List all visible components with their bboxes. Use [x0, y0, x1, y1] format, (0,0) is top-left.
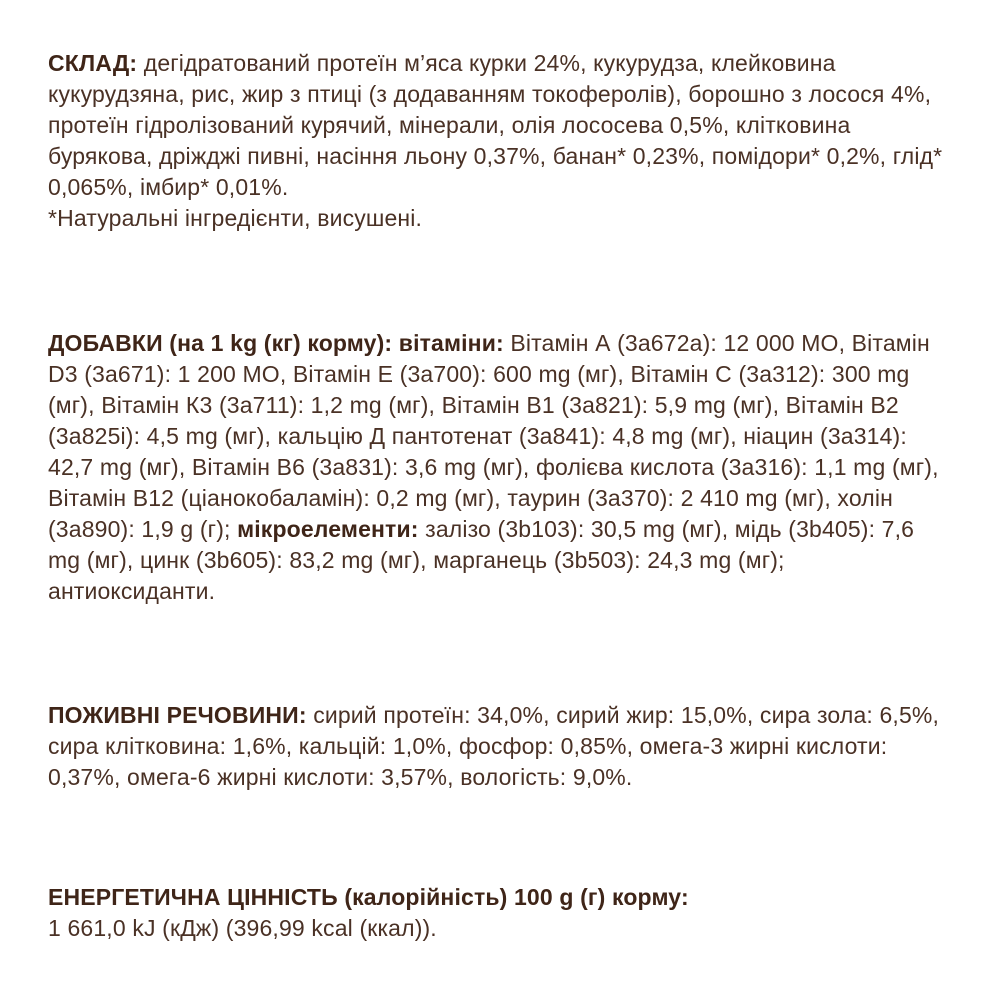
composition-heading: СКЛАД:: [48, 50, 138, 76]
nutrients-section: [48, 700, 952, 793]
composition-footnote: *Натуральні інгредієнти, висушені.: [48, 205, 423, 231]
energy-text: 1 661,0 kJ (кДж) (396,99 kcal (ккал)).: [48, 915, 437, 941]
additives-section: [48, 328, 952, 607]
energy-heading: ЕНЕРГЕТИЧНА ЦІННІСТЬ (калорійність) 100 g (г) корму:: [48, 884, 689, 910]
nutrients-heading: ПОЖИВНІ РЕЧОВИНИ:: [48, 702, 307, 728]
vitamins-text: Вітамін А (3а672а): 12 000 МО, Вітамін D3 (3а671): 1 200 МО, Вітамін Е (3а700): 600 mg (мг), Вітамін С (3а312): 300 mg (мг), Вітамін К3 (3а711): 1,2 mg (мг), Вітамін В1 (3а821): 5,9 mg (мг), Вітамін В2 (3а825і): 4,5 mg (мг), кальцію Д пантотенат (3а841): 4,8 mg (мг), ніацин (3а314): 42,7 mg (мг), Вітамін В6 (3а831): 3,6 mg (мг), фолієва кислота (3а316): 1,1 mg (мг), Вітамін В12 (ціанокобаламін): 0,2 mg (мг), таурин (3а370): 2 410 mg (мг), холін (3а890): 1,9 g (г);: [48, 330, 939, 542]
trace-elements-label: мікроелементи:: [230, 516, 419, 542]
vitamins-label: вітаміни:: [392, 330, 504, 356]
additives-heading: ДОБАВКИ (на 1 kg (кг) корму):: [48, 330, 393, 356]
nutrients-text: сирий протеїн: 34,0%, сирий жир: 15,0%, сира зола: 6,5%, сира клітковина: 1,6%, кальцій: 1,0%, фосфор: 0,85%, омега-3 жирні кислоти: 0,37%, омега-6 жирні кислоти: 3,57%, вологість: 9,0%.: [48, 702, 940, 790]
energy-section: [48, 882, 952, 944]
trace-elements-text: залізо (3b103): 30,5 mg (мг), мідь (3b405): 7,6 mg (мг), цинк (3b605): 83,2 mg (мг), марганець (3b503): 24,3 mg (мг); антиоксиданти.: [48, 516, 915, 604]
composition-section: [48, 48, 952, 234]
composition-text: дегідратований протеїн м’яса курки 24%, кукурудза, клейковина кукурудзяна, рис, жир з птиці (з додаванням токоферолів), борошно з лосося 4%, протеїн гідролізований курячий, мінерали, олія лососева 0,5%, клітковина бурякова, дріжджі пивні, насіння льону 0,37%, банан* 0,23%, помідори* 0,2%, глід* 0,065%, імбир* 0,01%.: [48, 50, 943, 200]
